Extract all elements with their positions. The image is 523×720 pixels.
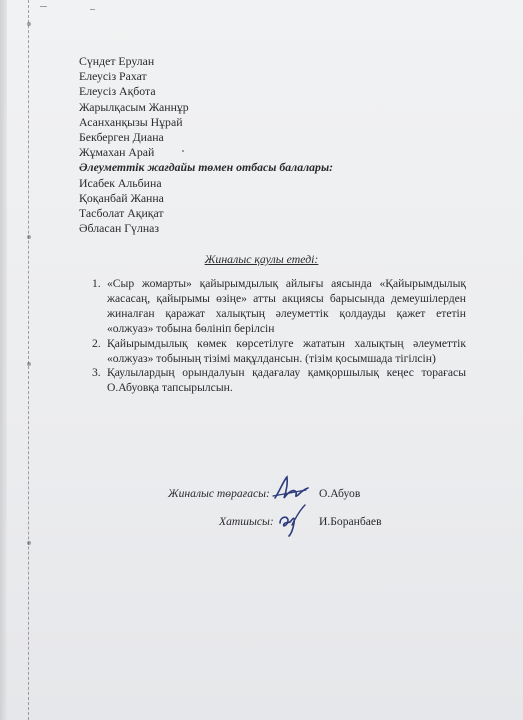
decision-number: 3. bbox=[92, 366, 101, 380]
punch-mark bbox=[27, 22, 31, 26]
student-name: Исабек Альбина bbox=[79, 175, 162, 190]
decision-text: Қаулылардың орындалуын қадағалау қамқоршылық кеңес торағасы О.Абуовқа тапсырылсын. bbox=[107, 366, 466, 395]
student-name: Жарылқасым Жаннұр bbox=[79, 99, 189, 114]
chair-signature-row bbox=[168, 487, 361, 500]
decision-number: 1. bbox=[92, 277, 101, 290]
decision-list bbox=[92, 277, 466, 396]
punch-mark bbox=[27, 235, 31, 239]
student-name: Елеусіз Ақбота bbox=[79, 84, 156, 99]
secretary-name: И.Боранбаев bbox=[319, 515, 382, 528]
punch-mark bbox=[27, 362, 31, 366]
scan-speck bbox=[90, 9, 95, 10]
chair-name: О.Абуов bbox=[319, 487, 361, 500]
perforation-line bbox=[28, 0, 29, 720]
student-name: Жұмахан Арай bbox=[79, 145, 155, 160]
student-name: Асанханқызы Нұрай bbox=[79, 114, 183, 129]
student-name: Тасболат Ақиқат bbox=[79, 206, 164, 221]
student-name: Сүндет Ерулан bbox=[79, 54, 155, 68]
decision-number: 2. bbox=[92, 336, 101, 350]
decision-item bbox=[92, 366, 466, 396]
scan-speck bbox=[40, 6, 47, 7]
chair-signature-icon bbox=[272, 474, 310, 504]
student-name: Бекберген Диана bbox=[79, 130, 164, 145]
low-income-families-heading: Әлеуметтік жағдайы төмен отбасы балалары: bbox=[79, 160, 334, 175]
secretary-signature-row bbox=[219, 515, 382, 528]
decision-heading: Жиналыс қаулы етеді: bbox=[204, 252, 319, 266]
decision-item bbox=[92, 277, 466, 337]
page-binding-edge bbox=[0, 0, 7, 720]
punch-mark bbox=[27, 541, 31, 545]
decision-text: Қайырымдылық көмек көрсетілуге жататын халықтың әлеуметтік «олжуаз» тобының тізімі мақұлдансын. (тізім қосымшада тігілсін) bbox=[107, 336, 466, 365]
student-name: Елеусіз Рахат bbox=[79, 69, 147, 84]
chair-label: Жиналыс төрағасы: bbox=[168, 487, 270, 500]
secretary-signature-icon bbox=[276, 503, 308, 537]
decision-item bbox=[92, 337, 466, 367]
secretary-label: Хатшысы: bbox=[219, 515, 274, 528]
decision-text: «Сыр жомарты» қайырымдылық айлығы аясында «Қайырымдылық жасасаң, қайырымы өзіңе» атты акциясы барысында демеушілерден жиналған қаражат халықтың әлеуметтік қолдауды қажет ететін «олжуаз» тобына бөлініп берілсін bbox=[107, 277, 466, 335]
student-name: Қоқанбай Жанна bbox=[79, 190, 164, 205]
student-name-list bbox=[79, 54, 333, 236]
student-name: Әбласан Гүлназ bbox=[79, 221, 160, 236]
